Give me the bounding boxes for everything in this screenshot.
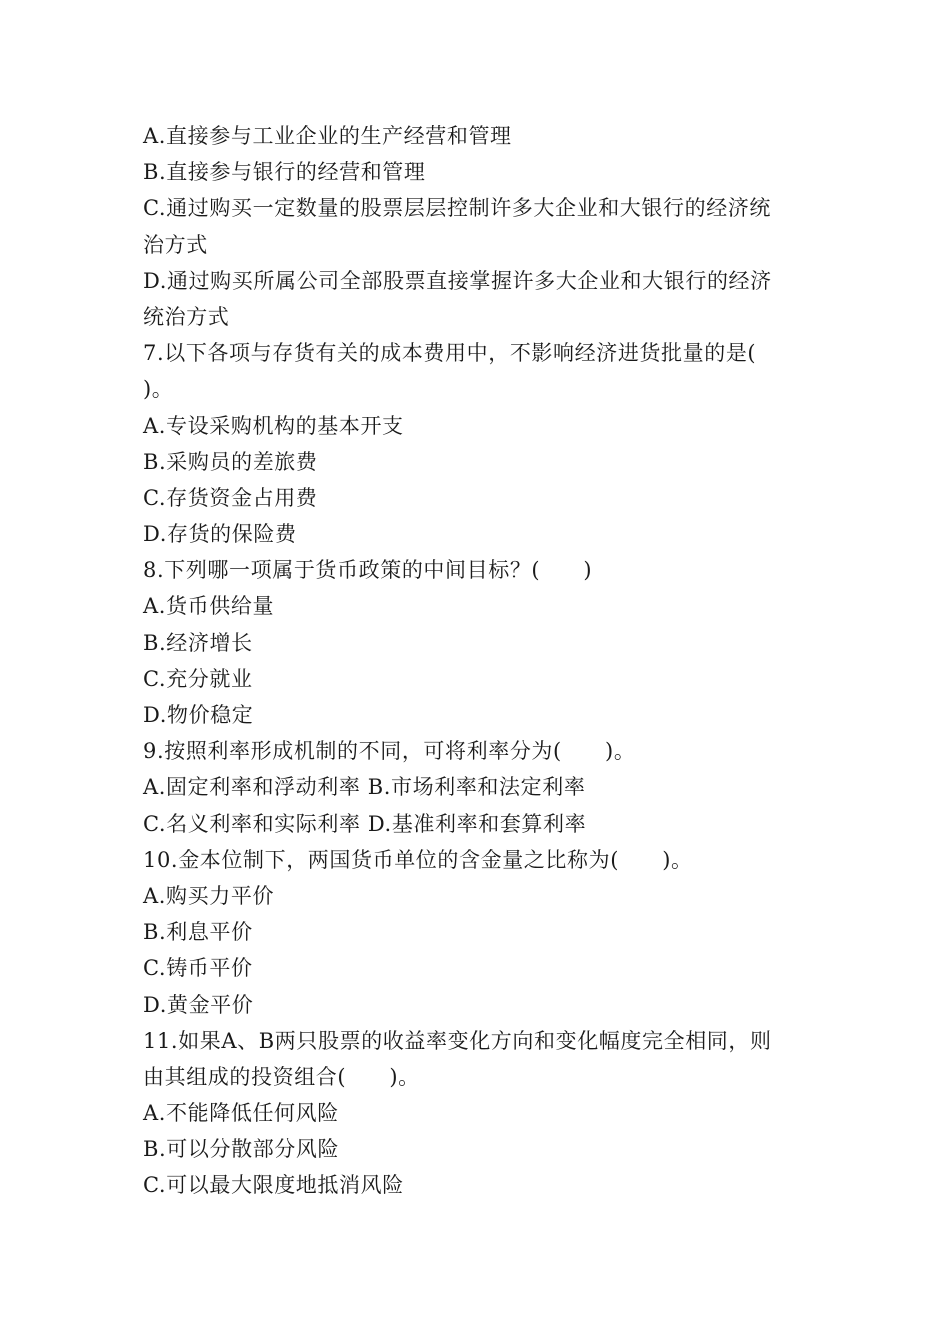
- document-body: [143, 118, 818, 1204]
- question-9: 9.按照利率形成机制的不同，可将利率分为( )。: [143, 739, 636, 764]
- option-line: C.铸币平价: [143, 956, 253, 981]
- question-11-continuation: 由其组成的投资组合( )。: [143, 1064, 420, 1089]
- question-7-continuation: )。: [143, 377, 174, 402]
- option-line: A.直接参与工业企业的生产经营和管理: [143, 124, 512, 148]
- option-line: B.可以分散部分风险: [143, 1137, 340, 1162]
- question-10: 10.金本位制下，两国货币单位的含金量之比称为( )。: [143, 847, 693, 872]
- question-8: 8.下列哪一项属于货币政策的中间目标？( ): [143, 558, 593, 583]
- option-line: A.货币供给量: [143, 594, 275, 619]
- option-line-continuation: 统治方式: [143, 304, 230, 329]
- option-line: B.经济增长: [143, 630, 253, 655]
- option-line: C.可以最大限度地抵消风险: [143, 1173, 404, 1198]
- option-line: A.固定利率和浮动利率 B.市场利率和法定利率: [143, 775, 586, 800]
- question-11: 11.如果A、B两只股票的收益率变化方向和变化幅度完全相同，则: [143, 1028, 772, 1053]
- option-line: B.利息平价: [143, 920, 253, 945]
- option-line: C.名义利率和实际利率 D.基准利率和套算利率: [143, 811, 587, 836]
- option-line-continuation: 治方式: [143, 232, 208, 257]
- option-line: B.直接参与银行的经营和管理: [143, 160, 426, 185]
- option-line: D.物价稳定: [143, 703, 254, 727]
- option-line: A.专设采购机构的基本开支: [143, 413, 404, 438]
- option-line: C.充分就业: [143, 666, 253, 691]
- option-line: B.采购员的差旅费: [143, 449, 318, 474]
- question-7: 7.以下各项与存货有关的成本费用中，不影响经济进货批量的是(: [143, 341, 757, 366]
- option-line: A.购买力平价: [143, 883, 275, 908]
- option-line: D.黄金平价: [143, 992, 254, 1017]
- option-line: A.不能降低任何风险: [143, 1101, 339, 1126]
- option-line: C.通过购买一定数量的股票层层控制许多大企业和大银行的经济统: [143, 196, 771, 221]
- option-line: C.存货资金占用费: [143, 485, 318, 510]
- option-line: D.存货的保险费: [143, 522, 297, 547]
- option-line: D.通过购买所属公司全部股票直接掌握许多大企业和大银行的经济: [143, 268, 772, 293]
